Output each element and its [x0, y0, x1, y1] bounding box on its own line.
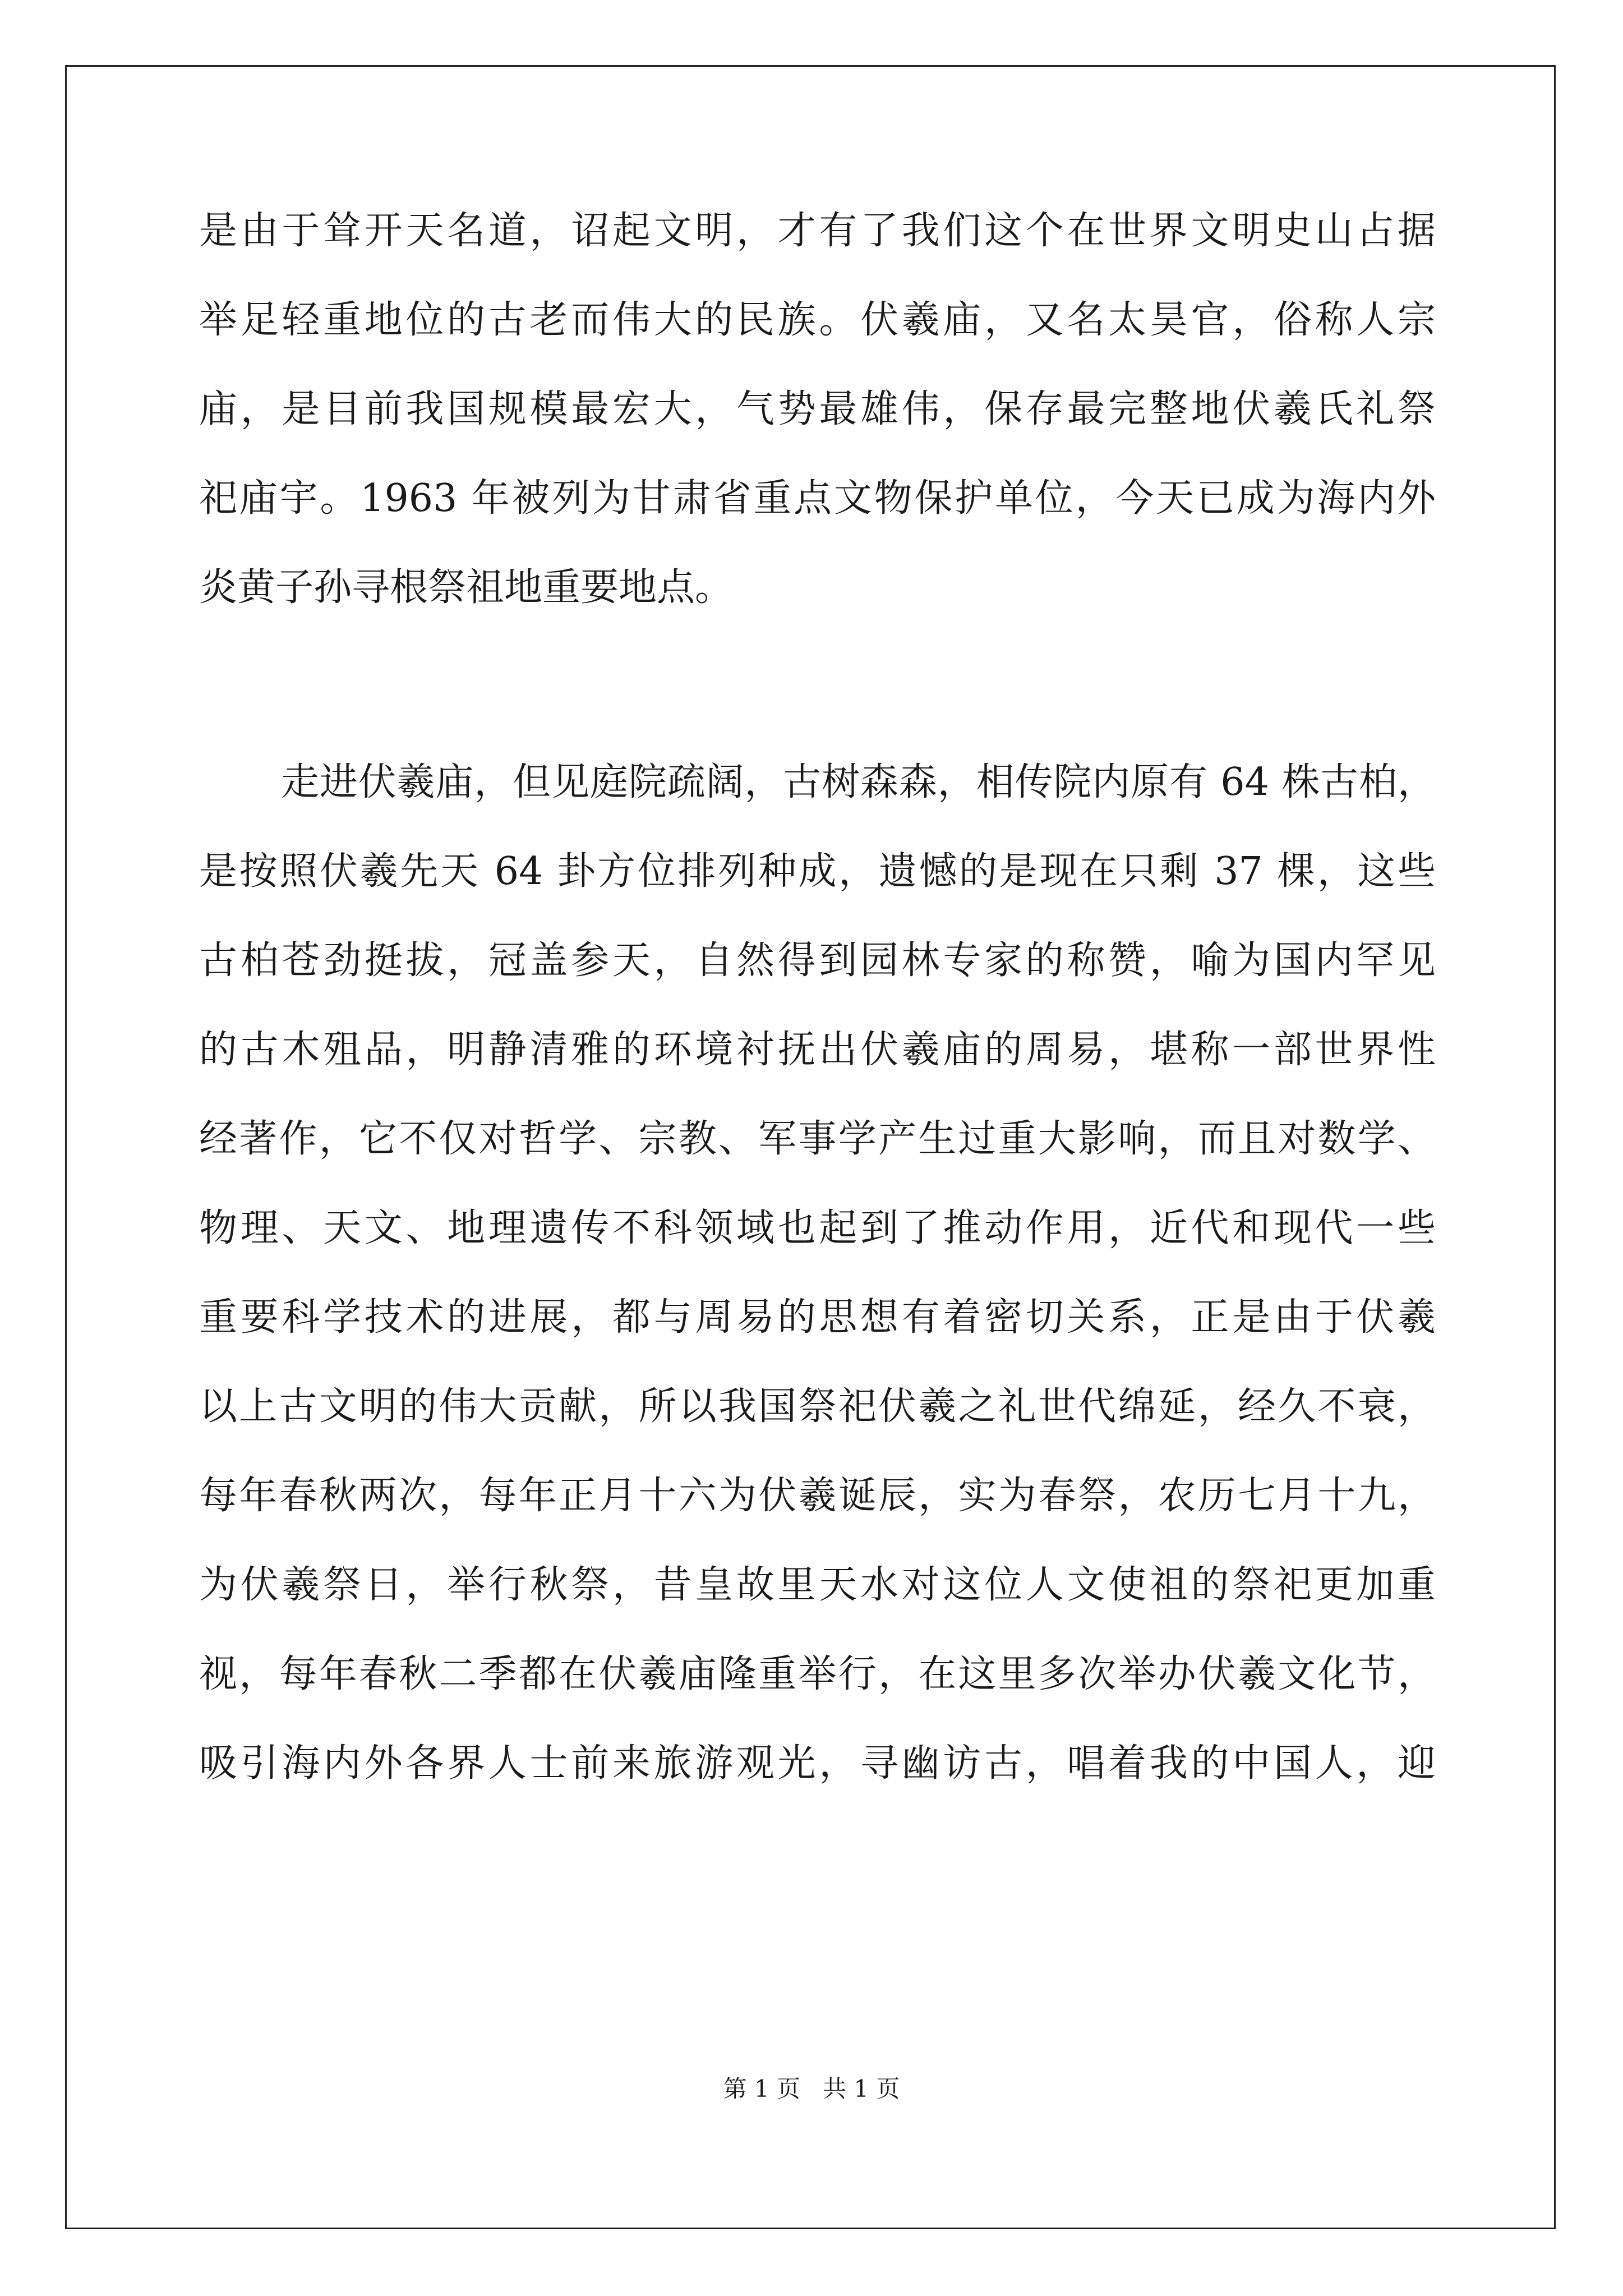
- page-total: 共 1 页: [823, 2075, 900, 2102]
- text-line: 庙，是目前我国规模最宏大，气势最雄伟，保存最完整地伏羲氏礼祭: [199, 387, 1436, 431]
- text-line: 吸引海内外各界人士前来旅游观光，寻幽访古，唱着我的中国人，迎: [199, 1741, 1436, 1786]
- text-line: 是按照伏羲先天 64 卦方位排列种成，遗憾的是现在只剩 37 棵，这些: [199, 849, 1436, 894]
- text-line: 以上古文明的伟大贡献，所以我国祭祀伏羲之礼世代绵延，经久不衰，: [199, 1384, 1436, 1429]
- text-line: 的古木殂品，明静清雅的环境衬抚出伏羲庙的周易，堪称一部世界性: [199, 1028, 1436, 1072]
- text-line: 举足轻重地位的古老而伟大的民族。伏羲庙，又名太昊官，俗称人宗: [199, 298, 1436, 342]
- page-number: 第 1 页: [723, 2075, 800, 2102]
- text-line: 物理、天文、地理遗传不科领域也起到了推动作用，近代和现代一些: [199, 1206, 1436, 1250]
- text-line: 炎黄子孙寻根祭祖地重要地点。: [199, 565, 734, 610]
- text-line: 是由于耸开天名道，诏起文明，才有了我们这个在世界文明史山占据: [199, 209, 1436, 253]
- page-footer: [0, 2077, 1623, 2101]
- text-line: 经著作，它不仅对哲学、宗教、军事学产生过重大影响，而且对数学、: [199, 1117, 1436, 1161]
- text-line: 每年春秋两次，每年正月十六为伏羲诞辰，实为春祭，农历七月十九，: [199, 1474, 1436, 1518]
- text-line: 视，每年春秋二季都在伏羲庙隆重举行，在这里多次举办伏羲文化节，: [199, 1652, 1436, 1696]
- text-line: 为伏羲祭日，举行秋祭，昔皇故里天水对这位人文使祖的祭祀更加重: [199, 1563, 1436, 1607]
- text-line: 重要科学技术的进展，都与周易的思想有着密切关系，正是由于伏羲: [199, 1295, 1436, 1340]
- text-line: 走进伏羲庙，但见庭院疏阔，古树森森，相传院内原有 64 株古柏，: [281, 760, 1436, 804]
- text-line: 祀庙宇。1963 年被列为甘肃省重点文物保护单位，今天已成为海内外: [199, 476, 1436, 521]
- text-line: 古柏苍劲挺拔，冠盖参天，自然得到园林专家的称赞，喻为国内罕见: [199, 938, 1436, 983]
